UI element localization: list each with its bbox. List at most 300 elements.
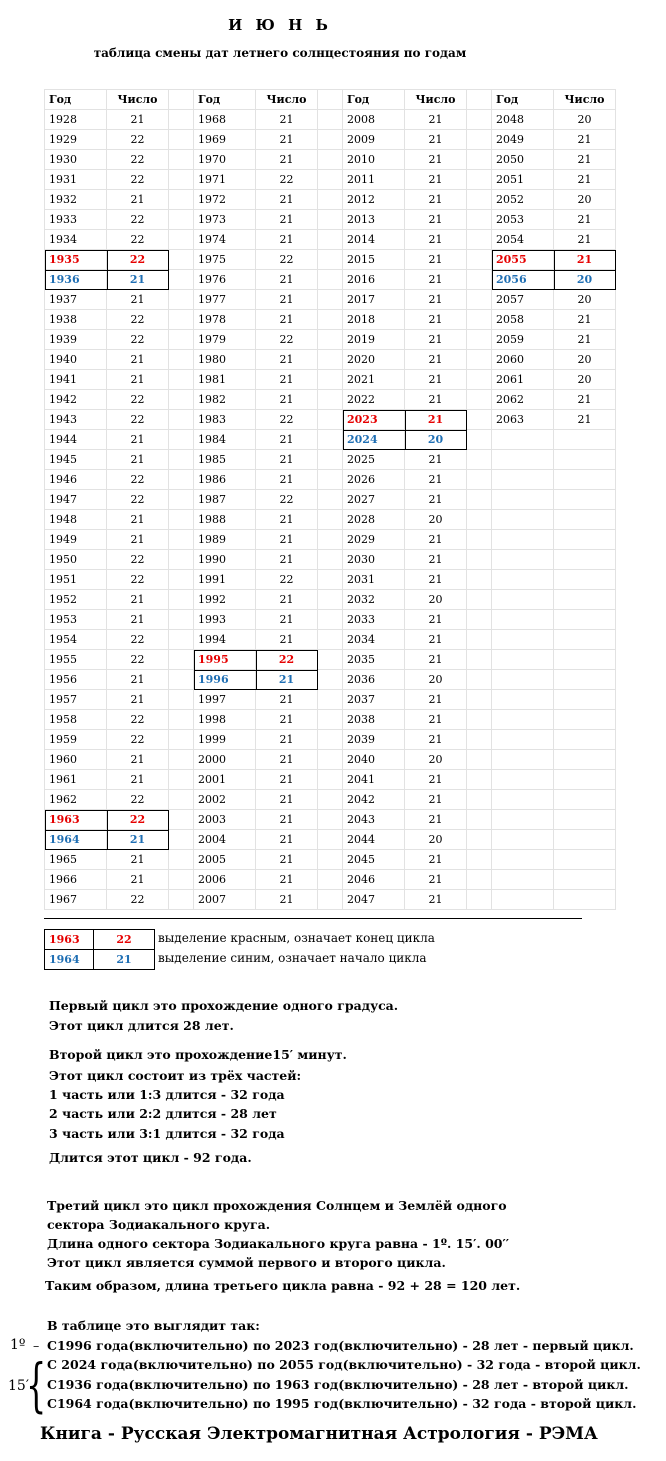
spacer-cell — [169, 490, 194, 510]
spacer-cell — [467, 90, 492, 110]
year-cell: 1932 — [45, 190, 107, 210]
day-cell: 22 — [107, 550, 169, 570]
year-cell: 1935 — [45, 250, 107, 270]
empty-cell — [492, 630, 554, 650]
spacer-cell — [318, 510, 343, 530]
spacer-cell — [169, 450, 194, 470]
cycle-box-divider — [45, 270, 169, 271]
spacer-cell — [467, 310, 492, 330]
year-cell: 2036 — [343, 670, 405, 690]
year-cell: 2021 — [343, 370, 405, 390]
year-cell: 1962 — [45, 790, 107, 810]
spacer-cell — [318, 290, 343, 310]
year-cell: 2029 — [343, 530, 405, 550]
spacer-cell — [169, 510, 194, 530]
year-cell: 2035 — [343, 650, 405, 670]
year-cell: 1986 — [194, 470, 256, 490]
year-cell: 2017 — [343, 290, 405, 310]
year-cell: 1996 — [194, 670, 256, 690]
cycle1-line1: Первый цикл это прохождение одного градуса. — [49, 998, 399, 1013]
year-cell: 2043 — [343, 810, 405, 830]
day-cell: 22 — [107, 890, 169, 910]
year-cell: 1948 — [45, 510, 107, 530]
year-cell: 2002 — [194, 790, 256, 810]
day-cell: 21 — [405, 630, 467, 650]
day-cell: 21 — [256, 150, 318, 170]
year-cell: 2018 — [343, 310, 405, 330]
day-cell: 21 — [405, 250, 467, 270]
year-cell: 1965 — [45, 850, 107, 870]
spacer-cell — [318, 190, 343, 210]
empty-cell — [554, 510, 616, 530]
day-cell: 21 — [256, 690, 318, 710]
spacer-cell — [318, 470, 343, 490]
year-cell: 2047 — [343, 890, 405, 910]
spacer-cell — [169, 230, 194, 250]
spacer-cell — [169, 190, 194, 210]
day-cell: 21 — [405, 410, 467, 430]
degree-dash: – — [33, 1338, 40, 1353]
year-cell: 1942 — [45, 390, 107, 410]
year-cell: 1929 — [45, 130, 107, 150]
day-cell: 21 — [107, 370, 169, 390]
year-cell: 1976 — [194, 270, 256, 290]
day-cell: 20 — [554, 370, 616, 390]
year-cell: 2062 — [492, 390, 554, 410]
empty-cell — [554, 730, 616, 750]
spacer-cell — [318, 410, 343, 430]
year-cell: 2019 — [343, 330, 405, 350]
day-cell: 22 — [107, 250, 169, 270]
day-cell: 20 — [405, 590, 467, 610]
day-cell: 22 — [256, 250, 318, 270]
empty-cell — [492, 590, 554, 610]
spacer-cell — [318, 170, 343, 190]
spacer-cell — [169, 570, 194, 590]
empty-cell — [492, 450, 554, 470]
year-cell: 1994 — [194, 630, 256, 650]
spacer-cell — [467, 490, 492, 510]
year-cell: 1960 — [45, 750, 107, 770]
day-cell: 20 — [405, 670, 467, 690]
spacer-cell — [318, 430, 343, 450]
spacer-cell — [467, 810, 492, 830]
brace-icon: { — [26, 1351, 47, 1419]
day-cell: 21 — [107, 690, 169, 710]
spacer-cell — [169, 410, 194, 430]
year-cell: 2028 — [343, 510, 405, 530]
day-cell: 21 — [256, 110, 318, 130]
year-cell: 1939 — [45, 330, 107, 350]
year-cell: 1950 — [45, 550, 107, 570]
day-cell: 21 — [256, 630, 318, 650]
year-cell: 2004 — [194, 830, 256, 850]
year-cell: 2003 — [194, 810, 256, 830]
year-cell: 2037 — [343, 690, 405, 710]
spacer-cell — [169, 250, 194, 270]
day-cell: 21 — [107, 610, 169, 630]
spacer-cell — [169, 530, 194, 550]
spacer-cell — [318, 530, 343, 550]
table-row — [45, 130, 616, 150]
spacer-cell — [467, 590, 492, 610]
day-cell: 20 — [554, 350, 616, 370]
solstice-grid — [44, 89, 616, 910]
day-cell: 21 — [405, 450, 467, 470]
day-cell: 22 — [107, 630, 169, 650]
year-cell: 2053 — [492, 210, 554, 230]
day-cell: 20 — [554, 290, 616, 310]
header-year: Год — [194, 90, 256, 110]
spacer-cell — [169, 290, 194, 310]
year-cell: 1949 — [45, 530, 107, 550]
day-cell: 21 — [107, 830, 169, 850]
legend-end-year: 1963 — [45, 930, 94, 950]
day-cell: 21 — [554, 230, 616, 250]
spacer-cell — [169, 850, 194, 870]
spacer-cell — [467, 830, 492, 850]
spacer-cell — [169, 430, 194, 450]
spacer-cell — [318, 450, 343, 470]
day-cell: 21 — [256, 370, 318, 390]
day-cell: 22 — [107, 730, 169, 750]
day-cell: 20 — [405, 830, 467, 850]
year-cell: 2054 — [492, 230, 554, 250]
cycle3-line2: сектора Зодиакального круга. — [47, 1217, 271, 1232]
year-cell: 2038 — [343, 710, 405, 730]
empty-cell — [554, 430, 616, 450]
spacer-cell — [169, 710, 194, 730]
day-cell: 22 — [256, 570, 318, 590]
empty-cell — [554, 570, 616, 590]
spacer-cell — [467, 530, 492, 550]
spacer-cell — [169, 170, 194, 190]
table-row — [45, 430, 616, 450]
year-cell: 2060 — [492, 350, 554, 370]
day-cell: 22 — [107, 490, 169, 510]
spacer-cell — [318, 830, 343, 850]
day-cell: 22 — [107, 410, 169, 430]
spacer-cell — [318, 230, 343, 250]
day-cell: 22 — [107, 310, 169, 330]
cycle3-line5: Таким образом, длина третьего цикла равна - 92 + 28 = 120 лет. — [45, 1278, 521, 1293]
day-cell: 21 — [405, 170, 467, 190]
spacer-cell — [318, 630, 343, 650]
spacer-cell — [169, 150, 194, 170]
spacer-cell — [318, 750, 343, 770]
day-cell: 21 — [256, 510, 318, 530]
spacer-cell — [318, 730, 343, 750]
table-row — [45, 510, 616, 530]
day-cell: 21 — [405, 130, 467, 150]
day-cell: 22 — [107, 210, 169, 230]
empty-cell — [554, 890, 616, 910]
table-row — [45, 170, 616, 190]
spacer-cell — [467, 850, 492, 870]
day-cell: 21 — [256, 830, 318, 850]
empty-cell — [492, 490, 554, 510]
year-cell: 2056 — [492, 270, 554, 290]
day-cell: 21 — [256, 530, 318, 550]
spacer-cell — [318, 850, 343, 870]
year-cell: 1933 — [45, 210, 107, 230]
year-cell: 1989 — [194, 530, 256, 550]
year-cell: 1945 — [45, 450, 107, 470]
year-cell: 2023 — [343, 410, 405, 430]
table-row — [45, 190, 616, 210]
empty-cell — [554, 470, 616, 490]
year-cell: 2044 — [343, 830, 405, 850]
year-cell: 1988 — [194, 510, 256, 530]
empty-cell — [492, 670, 554, 690]
spacer-cell — [318, 610, 343, 630]
spacer-cell — [318, 550, 343, 570]
year-cell: 1947 — [45, 490, 107, 510]
empty-cell — [492, 510, 554, 530]
empty-cell — [492, 810, 554, 830]
year-cell: 1999 — [194, 730, 256, 750]
day-cell: 21 — [107, 450, 169, 470]
cycle-box-divider — [194, 670, 318, 671]
table-row — [45, 490, 616, 510]
summary-line2: С 2024 года(включительно) по 2055 год(включительно) - 32 года - второй цикл. — [47, 1357, 641, 1372]
day-cell: 21 — [107, 110, 169, 130]
year-cell: 2011 — [343, 170, 405, 190]
year-cell: 1946 — [45, 470, 107, 490]
cycle1-line2: Этот цикл длится 28 лет. — [49, 1018, 234, 1033]
empty-cell — [492, 650, 554, 670]
spacer-cell — [467, 190, 492, 210]
day-cell: 21 — [256, 390, 318, 410]
empty-cell — [492, 790, 554, 810]
year-cell: 1938 — [45, 310, 107, 330]
day-cell: 21 — [405, 810, 467, 830]
spacer-cell — [467, 890, 492, 910]
day-cell: 21 — [256, 430, 318, 450]
year-cell: 1966 — [45, 870, 107, 890]
year-cell: 1955 — [45, 650, 107, 670]
day-cell: 21 — [107, 850, 169, 870]
day-cell: 21 — [256, 310, 318, 330]
year-cell: 2009 — [343, 130, 405, 150]
spacer-cell — [169, 390, 194, 410]
spacer-cell — [467, 690, 492, 710]
year-cell: 1990 — [194, 550, 256, 570]
day-cell: 22 — [256, 410, 318, 430]
year-cell: 1967 — [45, 890, 107, 910]
year-cell: 2031 — [343, 570, 405, 590]
day-cell: 22 — [107, 810, 169, 830]
spacer-cell — [467, 550, 492, 570]
table-row — [45, 550, 616, 570]
spacer-cell — [467, 650, 492, 670]
year-cell: 1978 — [194, 310, 256, 330]
year-cell: 1981 — [194, 370, 256, 390]
table-row — [45, 110, 616, 130]
day-cell: 21 — [107, 770, 169, 790]
day-cell: 21 — [256, 470, 318, 490]
year-cell: 2055 — [492, 250, 554, 270]
day-cell: 21 — [256, 130, 318, 150]
empty-cell — [554, 550, 616, 570]
spacer-cell — [169, 870, 194, 890]
year-cell: 2022 — [343, 390, 405, 410]
spacer-cell — [467, 470, 492, 490]
legend-start-day: 21 — [94, 950, 155, 970]
year-cell: 1982 — [194, 390, 256, 410]
year-cell: 2030 — [343, 550, 405, 570]
table-row — [45, 290, 616, 310]
year-cell: 2034 — [343, 630, 405, 650]
summary-intro: В таблице это выглядит так: — [47, 1318, 260, 1333]
header-day: Число — [107, 90, 169, 110]
day-cell: 20 — [405, 750, 467, 770]
spacer-cell — [169, 750, 194, 770]
day-cell: 21 — [256, 190, 318, 210]
spacer-cell — [318, 710, 343, 730]
day-cell: 21 — [405, 650, 467, 670]
cycle2-line3: 1 часть или 1:3 длится - 32 года — [49, 1087, 285, 1102]
day-cell: 22 — [256, 490, 318, 510]
year-cell: 1953 — [45, 610, 107, 630]
day-cell: 21 — [256, 450, 318, 470]
year-cell: 2033 — [343, 610, 405, 630]
spacer-cell — [467, 790, 492, 810]
year-cell: 1931 — [45, 170, 107, 190]
empty-cell — [492, 690, 554, 710]
table-row — [45, 850, 616, 870]
empty-cell — [492, 750, 554, 770]
year-cell: 2026 — [343, 470, 405, 490]
cycle2-line4: 2 часть или 2:2 длится - 28 лет — [49, 1106, 277, 1121]
spacer-cell — [169, 690, 194, 710]
day-cell: 21 — [554, 130, 616, 150]
year-cell: 1936 — [45, 270, 107, 290]
empty-cell — [554, 590, 616, 610]
year-cell: 2042 — [343, 790, 405, 810]
day-cell: 21 — [107, 870, 169, 890]
legend-row-start — [45, 950, 155, 970]
year-cell: 1930 — [45, 150, 107, 170]
day-cell: 21 — [554, 150, 616, 170]
legend-end-day: 22 — [94, 930, 155, 950]
empty-cell — [554, 790, 616, 810]
cycle2-line6: Длится этот цикл - 92 года. — [49, 1150, 252, 1165]
year-cell: 1979 — [194, 330, 256, 350]
year-cell: 1964 — [45, 830, 107, 850]
day-cell: 21 — [554, 210, 616, 230]
day-cell: 21 — [256, 870, 318, 890]
header-year: Год — [343, 90, 405, 110]
year-cell: 1998 — [194, 710, 256, 730]
spacer-cell — [169, 630, 194, 650]
empty-cell — [554, 630, 616, 650]
year-cell: 1957 — [45, 690, 107, 710]
year-cell: 1954 — [45, 630, 107, 650]
empty-cell — [554, 530, 616, 550]
header-day: Число — [554, 90, 616, 110]
year-cell: 1975 — [194, 250, 256, 270]
year-cell: 1961 — [45, 770, 107, 790]
spacer-cell — [318, 150, 343, 170]
year-cell: 2006 — [194, 870, 256, 890]
day-cell: 21 — [256, 730, 318, 750]
spacer-cell — [169, 90, 194, 110]
spacer-cell — [318, 870, 343, 890]
year-cell: 1968 — [194, 110, 256, 130]
table-row — [45, 730, 616, 750]
table-row — [45, 370, 616, 390]
year-cell: 2007 — [194, 890, 256, 910]
spacer-cell — [169, 110, 194, 130]
year-cell: 2052 — [492, 190, 554, 210]
empty-cell — [554, 670, 616, 690]
day-cell: 21 — [107, 530, 169, 550]
year-cell: 1969 — [194, 130, 256, 150]
empty-cell — [554, 810, 616, 830]
table-row — [45, 310, 616, 330]
table-row — [45, 270, 616, 290]
minutes-mark: 15′ — [8, 1378, 29, 1394]
spacer-cell — [467, 210, 492, 230]
empty-cell — [554, 750, 616, 770]
year-cell: 2058 — [492, 310, 554, 330]
year-cell: 2039 — [343, 730, 405, 750]
spacer-cell — [318, 130, 343, 150]
spacer-cell — [318, 570, 343, 590]
day-cell: 22 — [107, 130, 169, 150]
year-cell: 2001 — [194, 770, 256, 790]
spacer-cell — [169, 790, 194, 810]
spacer-cell — [467, 270, 492, 290]
day-cell: 21 — [107, 510, 169, 530]
spacer-cell — [169, 330, 194, 350]
year-cell: 1956 — [45, 670, 107, 690]
table-row — [45, 630, 616, 650]
empty-cell — [492, 890, 554, 910]
day-cell: 21 — [405, 570, 467, 590]
spacer-cell — [467, 350, 492, 370]
year-cell: 1952 — [45, 590, 107, 610]
day-cell: 21 — [107, 270, 169, 290]
day-cell: 21 — [405, 890, 467, 910]
day-cell: 21 — [256, 890, 318, 910]
empty-cell — [492, 470, 554, 490]
empty-cell — [492, 730, 554, 750]
day-cell: 20 — [554, 190, 616, 210]
empty-cell — [554, 490, 616, 510]
empty-cell — [492, 570, 554, 590]
day-cell: 21 — [256, 550, 318, 570]
year-cell: 1940 — [45, 350, 107, 370]
spacer-cell — [169, 650, 194, 670]
year-cell: 2059 — [492, 330, 554, 350]
year-cell: 2027 — [343, 490, 405, 510]
header-day: Число — [405, 90, 467, 110]
spacer-cell — [467, 510, 492, 530]
spacer-cell — [169, 770, 194, 790]
day-cell: 22 — [256, 650, 318, 670]
year-cell: 2048 — [492, 110, 554, 130]
legend-start-text: выделение синим, означает начало цикла — [158, 951, 427, 965]
spacer-cell — [467, 170, 492, 190]
year-cell: 1959 — [45, 730, 107, 750]
year-cell: 2040 — [343, 750, 405, 770]
empty-cell — [554, 770, 616, 790]
year-cell: 1973 — [194, 210, 256, 230]
spacer-cell — [467, 130, 492, 150]
table-row — [45, 710, 616, 730]
